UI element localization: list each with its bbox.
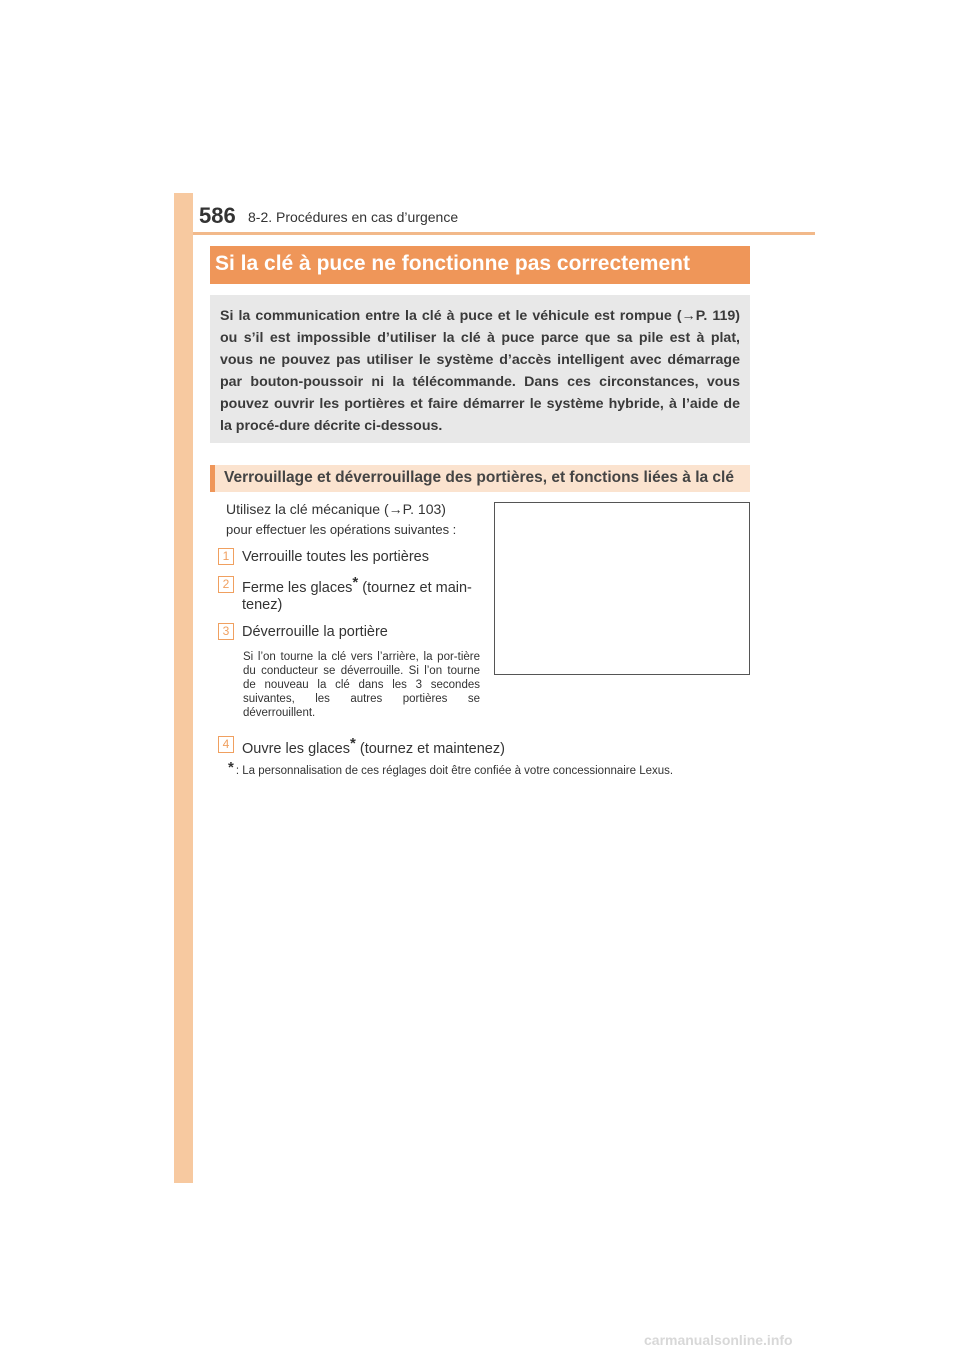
- watermark: carmanualsonline.info: [644, 1332, 793, 1348]
- step-2-asterisk: *: [352, 574, 359, 591]
- step-number-4: 4: [218, 736, 234, 753]
- step-number-2: 2: [218, 576, 234, 593]
- lead-line-1: Utilisez la clé mécanique (→P. 103): [226, 501, 446, 517]
- page-title: Si la clé à puce ne fonctionne pas correctement: [215, 252, 690, 275]
- subsection-accent: [210, 465, 215, 492]
- step-2-text-b: (tournez et main-: [358, 580, 472, 596]
- step-3-note: Si l’on tourne la clé vers l’arrière, la por-tière du conducteur se déverrouille. Si l’on tourne de nouveau la clé dans les 3 secondes suivantes, les autres portières se déverrouillent.: [243, 651, 480, 719]
- page-number: 586: [199, 203, 236, 228]
- step-4-text-a: Ouvre les glaces: [242, 741, 350, 757]
- step-number-1: 1: [218, 548, 234, 565]
- step-4-line: [242, 733, 505, 760]
- footnote-marker: *: [228, 759, 234, 776]
- chapter-side-strip: [174, 193, 193, 1183]
- lead-line-2: pour effectuer les opérations suivantes :: [226, 522, 457, 537]
- step-2-line-2: tenez): [242, 597, 283, 613]
- section-label: 8-2. Procédures en cas d’urgence: [248, 209, 459, 225]
- header-rule: [193, 232, 815, 235]
- subsection-title: Verrouillage et déverrouillage des portières, et fonctions liées à la clé: [224, 469, 734, 486]
- step-number-3: 3: [218, 623, 234, 640]
- footnote-text: : La personnalisation de ces réglages doit être confiée à votre concessionnaire Lexus.: [235, 765, 674, 777]
- step-4-text-b: (tournez et maintenez): [355, 741, 505, 757]
- step-4-asterisk: *: [350, 735, 356, 752]
- intro-paragraph: Si la communication entre la clé à puce et le véhicule est rompue (→P. 119) ou s’il est impossible d’utiliser la clé à puce parce que sa pile est à plat, vous ne pouvez pas utiliser le système d’accès intelligent avec démarrage par bouton-poussoir ni la télécommande. Dans ces circonstances, vous pouvez ouvrir les portières et faire démarrer le système hybride, à l’aide de la procé-dure décrite ci-dessous.: [220, 308, 740, 434]
- footnote: [228, 759, 673, 777]
- illustration-frame: [494, 502, 750, 675]
- step-3-text: Déverrouille la portière: [242, 624, 388, 640]
- step-2-text-a: Ferme les glaces: [242, 580, 353, 596]
- step-1-text: Verrouille toutes les portières: [242, 549, 429, 565]
